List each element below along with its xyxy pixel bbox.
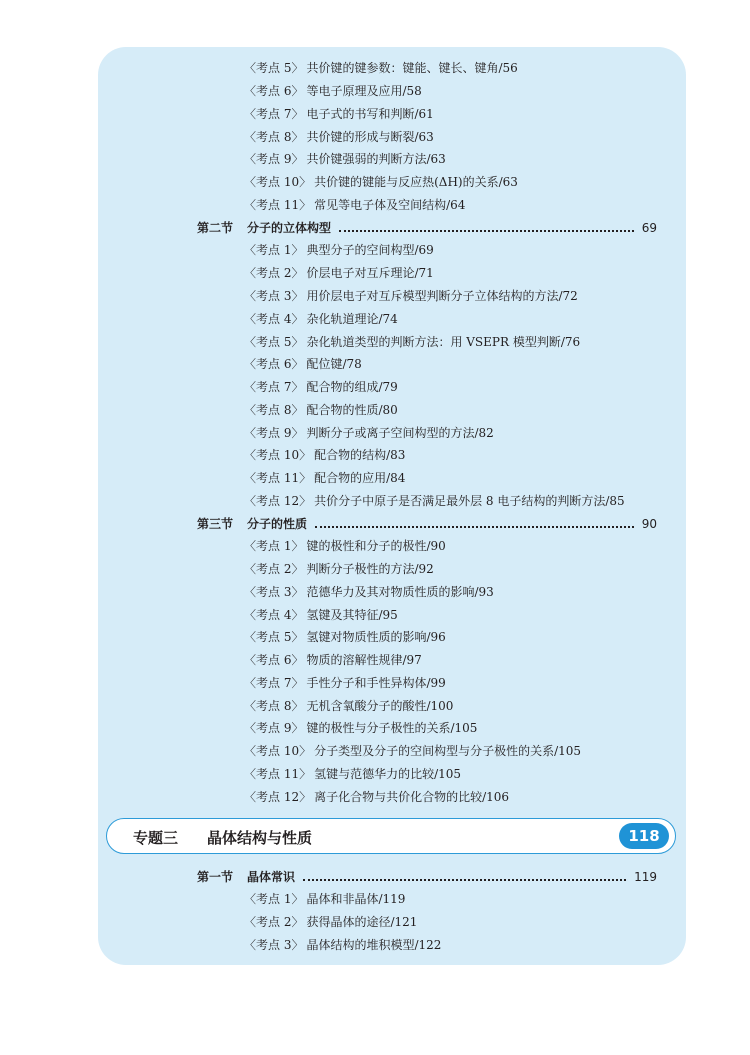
toc-entry[interactable] — [244, 402, 398, 418]
kaodian-label: 〈考点 12〉 — [244, 790, 312, 804]
toc-entry[interactable] — [244, 789, 509, 805]
kaodian-label: 〈考点 11〉 — [244, 471, 312, 485]
kaodian-label: 〈考点 5〉 — [244, 630, 304, 644]
section-page: 69 — [641, 221, 657, 235]
toc-entry[interactable] — [244, 914, 417, 930]
toc-entry[interactable] — [244, 891, 405, 907]
entry-title: 判断分子或离子空间构型的方法/82 — [306, 426, 494, 440]
entry-title: 电子式的书写和判断/61 — [306, 107, 434, 121]
section-heading[interactable] — [197, 516, 657, 532]
section-page: 90 — [641, 517, 657, 531]
section-number: 第二节 — [197, 221, 234, 235]
toc-entry[interactable] — [244, 242, 434, 258]
section-title: 分子的立体构型 — [247, 221, 332, 235]
entry-title: 键的极性与分子极性的关系/105 — [306, 721, 478, 735]
entry-title: 氢键及其特征/95 — [306, 608, 398, 622]
dot-leader — [303, 871, 626, 881]
section-title: 晶体常识 — [247, 870, 296, 884]
toc-entry[interactable] — [244, 607, 398, 623]
section-heading[interactable] — [197, 220, 657, 236]
kaodian-label: 〈考点 9〉 — [244, 426, 304, 440]
entry-title: 范德华力及其对物质性质的影响/93 — [306, 585, 494, 599]
toc-entry[interactable] — [244, 379, 398, 395]
toc-entry[interactable] — [244, 174, 518, 190]
toc-entry[interactable] — [244, 129, 434, 145]
toc-entry[interactable] — [244, 265, 434, 281]
entry-title: 分子类型及分子的空间构型与分子极性的关系/105 — [314, 744, 582, 758]
kaodian-label: 〈考点 2〉 — [244, 562, 304, 576]
entry-title: 价层电子对互斥理论/71 — [306, 266, 434, 280]
kaodian-label: 〈考点 3〉 — [244, 289, 304, 303]
toc-entry[interactable] — [244, 561, 434, 577]
toc-entry[interactable] — [244, 584, 494, 600]
entry-title: 典型分子的空间构型/69 — [306, 243, 434, 257]
entry-title: 配合物的应用/84 — [314, 471, 406, 485]
toc-entry[interactable] — [244, 675, 446, 691]
topic-header[interactable] — [106, 818, 676, 854]
kaodian-label: 〈考点 3〉 — [244, 585, 304, 599]
entry-title: 共价键强弱的判断方法/63 — [306, 152, 446, 166]
topic-page-badge: 118 — [619, 823, 669, 849]
section-number: 第三节 — [197, 517, 234, 531]
toc-entry[interactable] — [244, 743, 581, 759]
topic-title: 晶体结构与性质 — [207, 829, 313, 847]
kaodian-label: 〈考点 2〉 — [244, 915, 304, 929]
kaodian-label: 〈考点 6〉 — [244, 653, 304, 667]
section-page: 119 — [634, 870, 657, 884]
section-title: 分子的性质 — [247, 517, 308, 531]
kaodian-label: 〈考点 10〉 — [244, 448, 312, 462]
kaodian-label: 〈考点 7〉 — [244, 380, 304, 394]
kaodian-label: 〈考点 7〉 — [244, 676, 304, 690]
toc-entry[interactable] — [244, 447, 405, 463]
kaodian-label: 〈考点 4〉 — [244, 312, 304, 326]
kaodian-label: 〈考点 3〉 — [244, 938, 304, 952]
entry-title: 等电子原理及应用/58 — [306, 84, 422, 98]
toc-entry[interactable] — [244, 470, 405, 486]
entry-title: 杂化轨道理论/74 — [306, 312, 398, 326]
entry-title: 配合物的性质/80 — [306, 403, 398, 417]
kaodian-label: 〈考点 6〉 — [244, 357, 304, 371]
section-number: 第一节 — [197, 870, 234, 884]
entry-title: 离子化合物与共价化合物的比较/106 — [314, 790, 510, 804]
toc-entry[interactable] — [244, 83, 422, 99]
topic-number: 专题三 — [133, 829, 179, 847]
toc-entry[interactable] — [244, 311, 398, 327]
toc-entry[interactable] — [244, 60, 518, 76]
toc-entry[interactable] — [244, 493, 625, 509]
entry-title: 配位键/78 — [306, 357, 362, 371]
entry-title: 共价键的键能与反应热(ΔH)的关系/63 — [314, 175, 518, 189]
entry-title: 杂化轨道类型的判断方法：用 VSEPR 模型判断/76 — [306, 335, 581, 349]
toc-entry[interactable] — [244, 197, 465, 213]
entry-title: 共价键的键参数：键能、键长、键角/56 — [306, 61, 518, 75]
entry-title: 物质的溶解性规律/97 — [306, 653, 422, 667]
toc-entry[interactable] — [244, 425, 494, 441]
entry-title: 获得晶体的途径/121 — [306, 915, 418, 929]
kaodian-label: 〈考点 1〉 — [244, 539, 304, 553]
kaodian-label: 〈考点 5〉 — [244, 61, 304, 75]
dot-leader — [315, 518, 634, 528]
entry-title: 晶体和非晶体/119 — [306, 892, 406, 906]
kaodian-label: 〈考点 11〉 — [244, 198, 312, 212]
kaodian-label: 〈考点 10〉 — [244, 175, 312, 189]
kaodian-label: 〈考点 6〉 — [244, 84, 304, 98]
entry-title: 用价层电子对互斥模型判断分子立体结构的方法/72 — [306, 289, 578, 303]
kaodian-label: 〈考点 1〉 — [244, 243, 304, 257]
toc-entry[interactable] — [244, 766, 461, 782]
kaodian-label: 〈考点 5〉 — [244, 335, 304, 349]
entry-title: 共价分子中原子是否满足最外层 8 电子结构的判断方法/85 — [314, 494, 625, 508]
toc-entry[interactable] — [244, 151, 446, 167]
section-heading[interactable] — [197, 869, 657, 885]
entry-title: 无机含氧酸分子的酸性/100 — [306, 699, 454, 713]
toc-entry[interactable] — [244, 629, 446, 645]
entry-title: 判断分子极性的方法/92 — [306, 562, 434, 576]
kaodian-label: 〈考点 11〉 — [244, 767, 312, 781]
kaodian-label: 〈考点 10〉 — [244, 744, 312, 758]
entry-title: 常见等电子体及空间结构/64 — [314, 198, 466, 212]
entry-title: 键的极性和分子的极性/90 — [306, 539, 446, 553]
kaodian-label: 〈考点 1〉 — [244, 892, 304, 906]
entry-title: 氢键对物质性质的影响/96 — [306, 630, 446, 644]
toc-entry[interactable] — [244, 698, 453, 714]
kaodian-label: 〈考点 9〉 — [244, 152, 304, 166]
entry-title: 氢键与范德华力的比较/105 — [314, 767, 462, 781]
toc-entry[interactable] — [244, 106, 434, 122]
toc-entry[interactable] — [244, 334, 580, 350]
entry-title: 配合物的结构/83 — [314, 448, 406, 462]
kaodian-label: 〈考点 12〉 — [244, 494, 312, 508]
toc-entry[interactable] — [244, 356, 362, 372]
kaodian-label: 〈考点 8〉 — [244, 403, 304, 417]
kaodian-label: 〈考点 9〉 — [244, 721, 304, 735]
toc-entry[interactable] — [244, 288, 578, 304]
toc-entry[interactable] — [244, 652, 422, 668]
entry-title: 手性分子和手性异构体/99 — [306, 676, 446, 690]
toc-entry[interactable] — [244, 720, 477, 736]
toc-entry[interactable] — [244, 538, 446, 554]
kaodian-label: 〈考点 8〉 — [244, 130, 304, 144]
kaodian-label: 〈考点 2〉 — [244, 266, 304, 280]
dot-leader — [339, 222, 634, 232]
kaodian-label: 〈考点 4〉 — [244, 608, 304, 622]
kaodian-label: 〈考点 8〉 — [244, 699, 304, 713]
entry-title: 晶体结构的堆积模型/122 — [306, 938, 442, 952]
toc-entry[interactable] — [244, 937, 441, 953]
entry-title: 配合物的组成/79 — [306, 380, 398, 394]
kaodian-label: 〈考点 7〉 — [244, 107, 304, 121]
entry-title: 共价键的形成与断裂/63 — [306, 130, 434, 144]
